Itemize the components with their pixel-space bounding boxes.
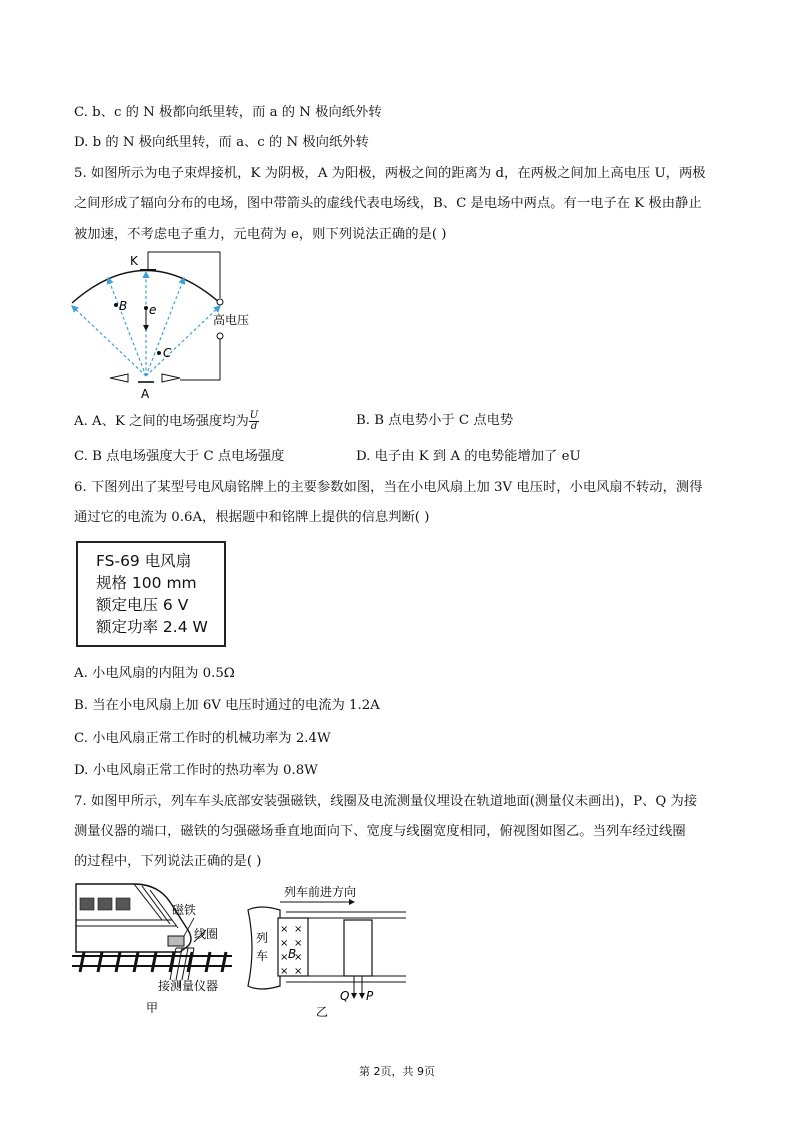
label-direction: 列车前进方向: [284, 885, 357, 899]
q6-option-c: C. 小电风扇正常工作时的机械功率为 2.4W: [74, 731, 331, 746]
q6-option-d: D. 小电风扇正常工作时的热功率为 0.8W: [74, 763, 318, 778]
magnet: [168, 936, 184, 946]
svg-text:×: ×: [280, 966, 289, 977]
label-train-1: 列: [256, 931, 269, 945]
svg-text:×: ×: [294, 938, 303, 949]
q7-stem-line-1: 7. 如图甲所示，列车车头底部安装强磁铁，线圈及电流测量仪埋设在轨道地面(测量仪未画出)，P、Q 为接: [74, 794, 698, 809]
svg-text:×: ×: [280, 938, 289, 949]
nameplate-rated-power: 额定功率 2.4 W: [96, 618, 208, 636]
q5-option-c: C. B 点电场强度大于 C 点电场强度: [74, 449, 285, 464]
label-high-voltage: 高电压: [213, 313, 250, 327]
q6-option-a: A. 小电风扇的内阻为 0.5Ω: [74, 666, 235, 681]
q5-option-d: D. 电子由 K 到 A 的电势能增加了 eU: [356, 449, 581, 464]
label-jia: 甲: [146, 1001, 159, 1015]
label-yi: 乙: [316, 1005, 329, 1019]
label-a: A: [141, 387, 150, 401]
fraction-denominator: d: [250, 421, 258, 432]
q5-option-a: [74, 411, 259, 432]
svg-text:×: ×: [294, 952, 303, 963]
q5-option-a-text: A. A、K 之间的电场强度均为: [74, 414, 249, 429]
q4-option-d: D. b 的 N 极向纸里转，而 a、c 的 N 极向纸外转: [74, 135, 369, 150]
train-outline: [248, 907, 280, 989]
fan-nameplate: [76, 541, 226, 647]
svg-text:×: ×: [294, 966, 303, 977]
label-instrument: 接测量仪器: [158, 979, 219, 993]
label-magnet: 磁铁: [172, 903, 197, 917]
fraction-numerator: U: [249, 410, 259, 421]
label-train-2: 车: [256, 949, 269, 963]
q6-stem-line-1: 6. 下图列出了某型号电风扇铭牌上的主要参数如图，当在小电风扇上加 3V 电压时，小电风扇不转动，测得: [74, 480, 703, 495]
q7-stem-line-2: 测量仪器的端口，磁铁的匀强磁场垂直地面向下、宽度与线圈宽度相同，俯视图如图乙。当列车经过线圈: [74, 824, 686, 839]
label-coil: 线圈: [194, 927, 219, 941]
q5-option-b: B. B 点电势小于 C 点电势: [356, 413, 514, 428]
q6-option-b: B. 当在小电风扇上加 6V 电压时通过的电流为 1.2A: [74, 698, 380, 713]
q5-stem-line-3: 被加速，不考虑电子重力，元电荷为 e，则下列说法正确的是( ): [74, 227, 447, 242]
q5-stem-line-2: 之间形成了辐向分布的电场，图中带箭头的虚线代表电场线，B、C 是电场中两点。有一电子在 K 极由静止: [74, 196, 702, 211]
nameplate-size: 规格 100 mm: [96, 574, 197, 592]
fraction-u-over-d: [249, 411, 259, 432]
q4-option-c: C. b、c 的 N 极都向纸里转，而 a 的 N 极向纸外转: [74, 105, 382, 120]
nameplate-model: FS-69 电风扇: [96, 552, 192, 570]
svg-text:×: ×: [280, 952, 289, 963]
q7-stem-line-3: 的过程中，下列说法正确的是( ): [74, 854, 262, 869]
label-p: P: [366, 989, 374, 1003]
nameplate-rated-voltage: 额定电压 6 V: [96, 596, 189, 614]
label-q: Q: [340, 989, 350, 1003]
label-c: C: [163, 346, 172, 360]
svg-text:×: ×: [294, 924, 303, 935]
page-footer: 第 2页，共 9页: [359, 1065, 435, 1078]
q7-figure-yi-top-view: [246, 880, 416, 1020]
coil-top-view: [344, 920, 372, 976]
label-k: K: [130, 254, 138, 268]
q6-stem-line-2: 通过它的电流为 0.6A，根据题中和铭牌上提供的信息判断( ): [74, 510, 430, 525]
q5-electron-beam-figure: [64, 248, 250, 403]
label-b: B: [288, 947, 297, 961]
q7-figure-jia-train: [72, 880, 242, 1020]
q5-stem-line-1: 5. 如图所示为电子束焊接机，K 为阴极，A 为阳极，两极之间的距离为 d，在两极之间加上高电压 U，两极: [74, 166, 706, 181]
svg-text:×: ×: [280, 924, 289, 935]
label-e: e: [149, 303, 157, 317]
label-b: B: [119, 299, 128, 313]
